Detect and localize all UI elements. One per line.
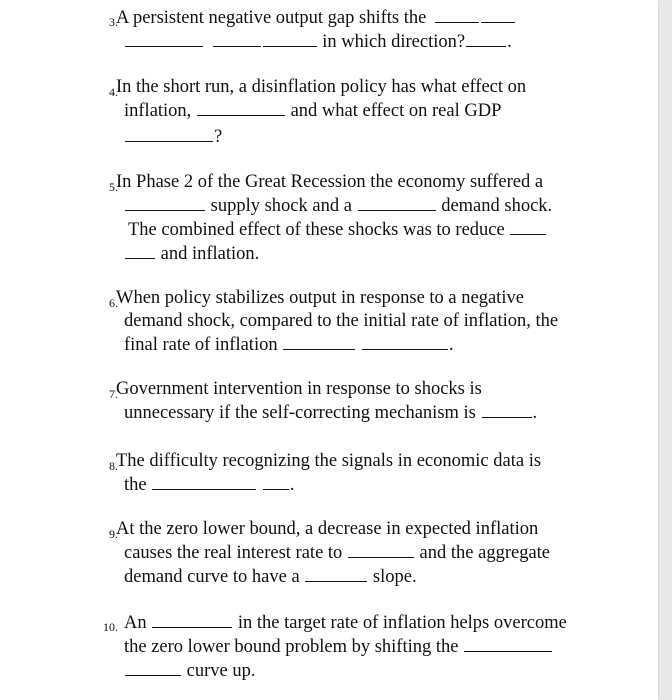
question-text: The difficulty recognizing the signals in economic data is — [116, 451, 542, 471]
page-edge — [660, 0, 672, 700]
question-text: . — [532, 403, 538, 423]
question-text: demand curve to have a — [124, 567, 300, 587]
answer-blank[interactable] — [435, 6, 479, 23]
question-text: Government intervention in response to shocks is — [116, 379, 482, 399]
question-text: and the aggregate — [419, 543, 551, 563]
question-text: demand shock. — [441, 196, 553, 216]
question-3 — [108, 6, 628, 54]
answer-blank[interactable] — [466, 30, 506, 47]
answer-blank[interactable] — [213, 30, 261, 47]
question-text: . — [289, 475, 295, 495]
question-line — [108, 541, 628, 565]
question-line — [108, 6, 628, 30]
question-text: ? — [214, 127, 223, 147]
question-number: 4. — [109, 85, 118, 99]
question-number: 6. — [109, 296, 118, 310]
question-line — [108, 30, 628, 54]
question-text: slope. — [372, 567, 417, 587]
answer-blank[interactable] — [362, 333, 448, 350]
question-number: 7. — [109, 387, 118, 401]
question-9 — [108, 518, 628, 589]
question-text: final rate of inflation — [124, 335, 278, 355]
question-number: 9. — [109, 527, 118, 541]
question-number: 10. — [103, 620, 118, 634]
answer-blank[interactable] — [125, 30, 203, 47]
question-text: A persistent negative output gap shifts the — [116, 8, 427, 28]
question-text: . — [448, 335, 454, 355]
answer-blank[interactable] — [263, 473, 289, 490]
question-line — [108, 310, 628, 333]
question-text: inflation, — [124, 101, 192, 121]
answer-blank[interactable] — [358, 194, 436, 211]
question-text: In the short run, a disinflation policy has what effect on — [116, 77, 527, 97]
answer-blank[interactable] — [481, 6, 515, 23]
question-text: curve up. — [186, 661, 256, 681]
question-number: 5. — [109, 180, 118, 194]
question-text: . — [507, 32, 512, 52]
answer-blank[interactable] — [197, 99, 285, 116]
question-line — [108, 659, 628, 683]
question-line — [108, 99, 628, 123]
question-line — [108, 450, 628, 473]
answer-blank[interactable] — [482, 401, 532, 418]
answer-blank[interactable] — [125, 194, 205, 211]
answer-blank[interactable] — [263, 30, 317, 47]
question-line — [108, 333, 628, 357]
question-text: At the zero lower bound, a decrease in expected inflation — [116, 519, 539, 539]
question-text: demand shock, compared to the initial rate of inflation, the — [124, 311, 559, 331]
question-8 — [108, 450, 628, 497]
answer-blank[interactable] — [283, 333, 355, 350]
question-7 — [108, 378, 628, 425]
question-text: causes the real interest rate to — [124, 543, 343, 563]
question-line — [108, 401, 628, 425]
question-text: and inflation. — [160, 244, 260, 264]
question-line — [108, 287, 628, 310]
answer-blank[interactable] — [464, 635, 552, 652]
question-6 — [108, 287, 628, 357]
answer-blank[interactable] — [125, 242, 155, 259]
question-5 — [108, 171, 628, 266]
question-10 — [103, 611, 628, 683]
question-4 — [108, 76, 628, 149]
question-line — [108, 635, 628, 659]
question-text: in which direction? — [322, 32, 466, 52]
question-text: in the target rate of inflation helps overcome — [237, 613, 567, 633]
question-line — [108, 611, 628, 635]
question-text: unnecessary if the self-correcting mechanism is — [124, 403, 476, 423]
question-line — [108, 518, 628, 541]
question-text: In Phase 2 of the Great Recession the economy suffered a — [116, 172, 544, 192]
answer-blank[interactable] — [152, 473, 256, 490]
question-line — [108, 171, 628, 194]
question-line — [108, 242, 628, 266]
question-number: 3. — [109, 15, 118, 29]
question-line — [108, 76, 628, 99]
question-line — [108, 378, 628, 401]
answer-blank[interactable] — [305, 565, 367, 582]
question-text: the — [124, 475, 147, 495]
question-line — [108, 565, 628, 589]
question-text: and what effect on real GDP — [290, 101, 502, 121]
question-line — [108, 218, 628, 242]
question-text: The combined effect of these shocks was to reduce — [128, 220, 505, 240]
question-text: supply shock and a — [210, 196, 352, 216]
answer-blank[interactable] — [125, 659, 181, 676]
answer-blank[interactable] — [125, 125, 213, 142]
question-text: An — [124, 613, 147, 633]
question-number: 8. — [109, 459, 118, 473]
answer-blank[interactable] — [510, 218, 546, 235]
question-text: the zero lower bound problem by shifting the — [124, 637, 459, 657]
question-line — [108, 473, 628, 497]
question-line — [108, 194, 628, 218]
question-text: When policy stabilizes output in response to a negative — [116, 288, 524, 308]
question-line — [108, 125, 628, 149]
answer-blank[interactable] — [152, 611, 232, 628]
answer-blank[interactable] — [348, 541, 414, 558]
